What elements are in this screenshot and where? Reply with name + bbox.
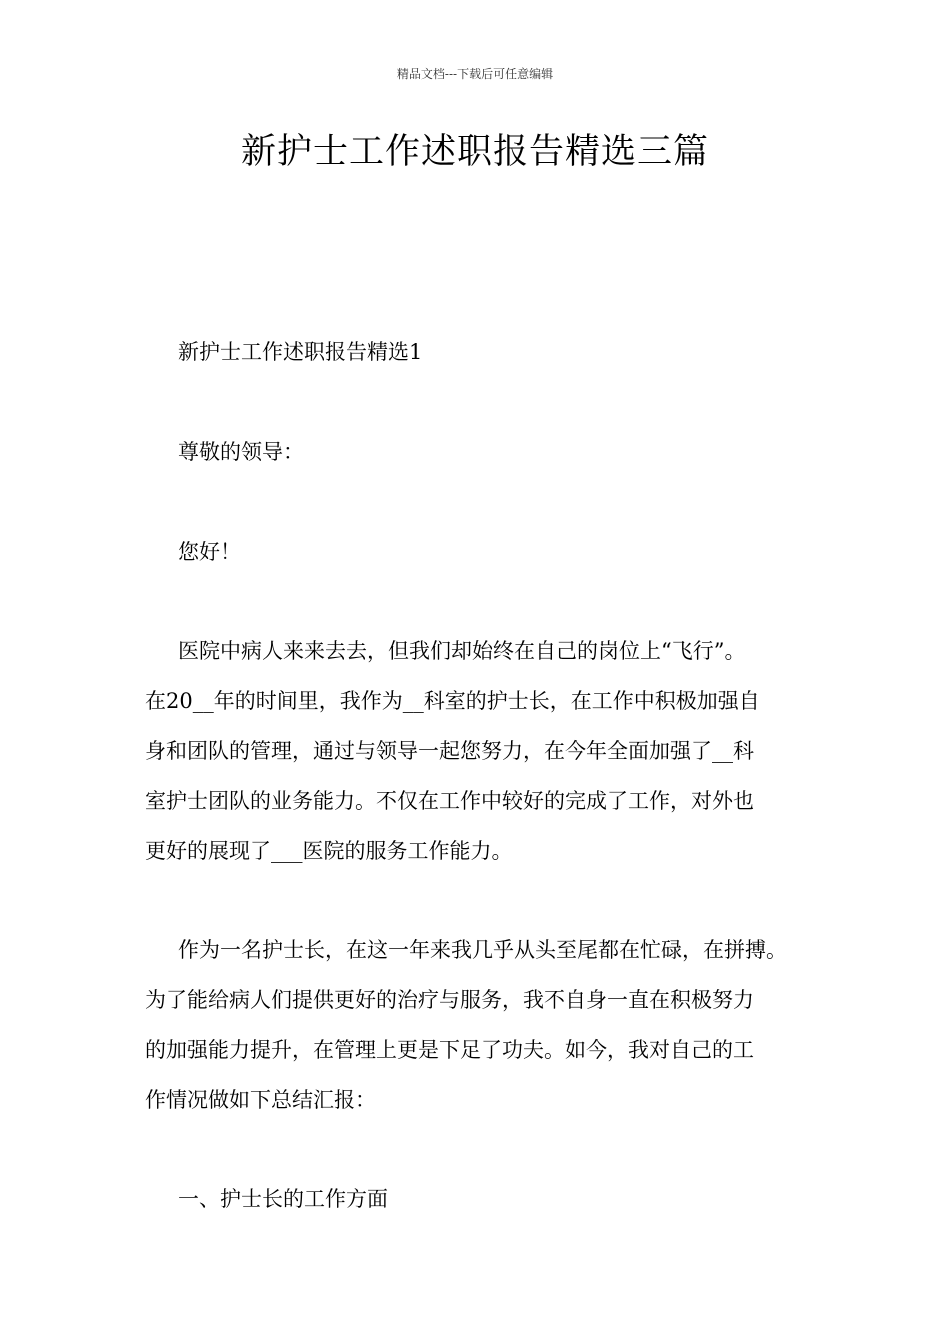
greeting: 您好！ bbox=[178, 540, 241, 564]
paragraph-line: 作为一名护士长，在这一年来我几乎从头至尾都在忙碌，在拼搏。 bbox=[178, 938, 787, 962]
paragraph-line: 为了能给病人们提供更好的治疗与服务，我不自身一直在积极努力 bbox=[145, 988, 754, 1012]
document-title: 新护士工作述职报告精选三篇 bbox=[240, 132, 709, 172]
salutation: 尊敬的领导： bbox=[178, 440, 304, 464]
subheading: 一、护士长的工作方面 bbox=[178, 1187, 388, 1211]
paragraph-line: 更好的展现了___医院的服务工作能力。 bbox=[145, 839, 513, 863]
section-heading: 新护士工作述职报告精选1 bbox=[178, 340, 423, 364]
paragraph-line: 身和团队的管理，通过与领导一起您努力，在今年全面加强了__科 bbox=[145, 739, 754, 763]
paragraph-line: 作情况做如下总结汇报： bbox=[145, 1088, 376, 1112]
header-note: 精品文档---下载后可任意编辑 bbox=[396, 67, 554, 81]
paragraph-line: 的加强能力提升，在管理上更是下足了功夫。如今，我对自己的工 bbox=[145, 1038, 754, 1062]
paragraph-line: 室护士团队的业务能力。不仅在工作中较好的完成了工作，对外也 bbox=[145, 789, 754, 813]
paragraph-line: 在20__年的时间里，我作为__科室的护士长，在工作中积极加强自 bbox=[145, 689, 760, 713]
paragraph-line: 医院中病人来来去去，但我们却始终在自己的岗位上“飞行”。 bbox=[178, 639, 746, 663]
